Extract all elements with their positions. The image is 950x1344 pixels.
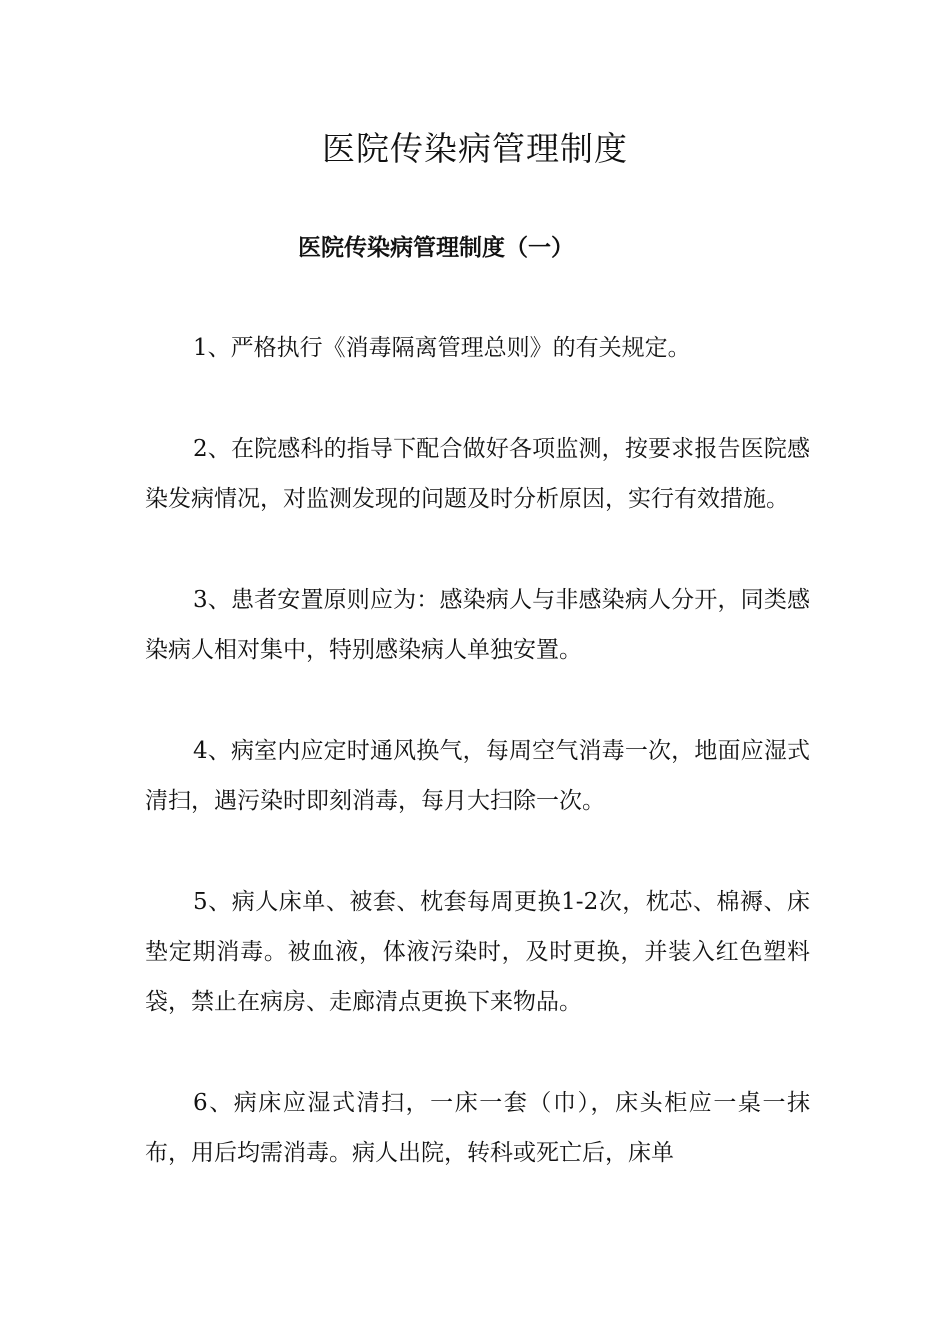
paragraph-3: 3、患者安置原则应为：感染病人与非感染病人分开，同类感染病人相对集中，特别感染病人单独安置。 xyxy=(145,587,810,663)
document-subtitle: 医院传染病管理制度（一） xyxy=(298,234,574,261)
paragraph-5: 5、病人床单、被套、枕套每周更换1-2次，枕芯、棉褥、床垫定期消毒。被血液，体液污染时，及时更换，并装入红色塑料袋，禁止在病房、走廊清点更换下来物品。 xyxy=(145,889,810,1015)
paragraph-6: 6、病床应湿式清扫，一床一套（巾），床头柜应一桌一抹布，用后均需消毒。病人出院，转科或死亡后，床单 xyxy=(145,1090,810,1166)
document-title: 医院传染病管理制度 xyxy=(322,129,628,168)
paragraph-1: 1、严格执行《消毒隔离管理总则》的有关规定。 xyxy=(193,335,691,361)
paragraph-4: 4、病室内应定时通风换气，每周空气消毒一次，地面应湿式清扫，遇污染时即刻消毒，每月大扫除一次。 xyxy=(145,738,810,814)
document-body xyxy=(145,323,810,1229)
paragraph-2: 2、在院感科的指导下配合做好各项监测，按要求报告医院感染发病情况，对监测发现的问题及时分析原因，实行有效措施。 xyxy=(145,436,810,512)
